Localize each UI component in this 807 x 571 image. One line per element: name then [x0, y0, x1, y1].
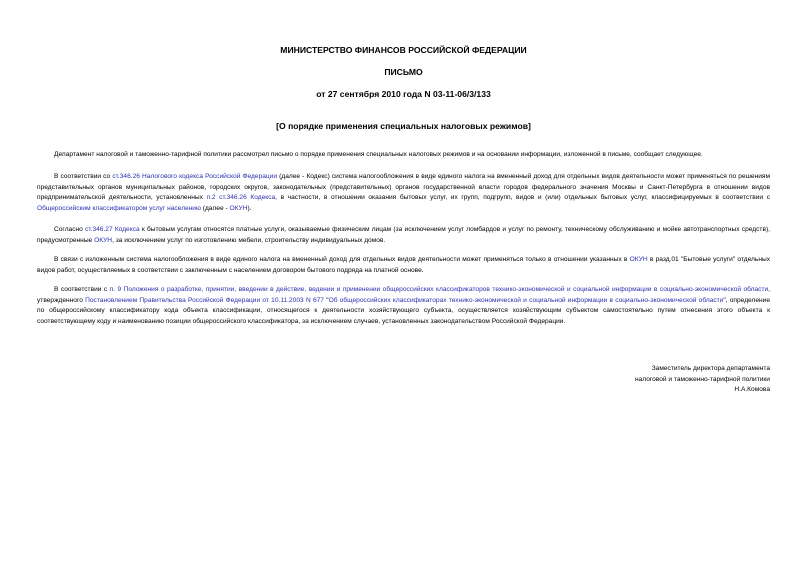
link-government-resolution-677[interactable]: Постановлением Правительства Российской Федерации от 10.11.2003 N 677 [85, 296, 324, 304]
paragraph-2-text: ). [247, 204, 252, 212]
paragraph-2-text: , в частности, в отношении оказания бытовых услуг, их групп, подгрупп, видов и (или) отдельных бытовых услуг, классифицируемых в соответствии с [275, 194, 770, 202]
link-article-346-26[interactable]: ст.346.26 Налогового кодекса Российской Федерации [112, 173, 278, 180]
signature-block [530, 364, 770, 396]
link-classifier-regulation[interactable]: п. 9 Положения о разработке, принятии, введении в действие, ведении и применении общероссийских классификаторов технико-экономической и социальной информации в социально-экономической области [109, 286, 769, 293]
paragraph-5-text: ", определение по общероссийскому классификатору кода объекта классификации, относящегося к деятельности хозяйствующего субъекта, осуществляется хозяйствующим субъектом самостоятельно путем отнесения этого объекта к соответствующему коду и наименованию позиции общероссийского классификатора, за исключением случаев, установленных законодательством Российской Федерации. [37, 296, 770, 325]
paragraph-4 [37, 255, 770, 276]
paragraph-2-text: (далее - Кодекс) система налогообложения в виде единого налога на вмененный доход для отдельных видов деятельности может применяться по решениям представительных органов муниципальных районов, городских округов, законодательных (представительных) органов государственной власти городов федерального значения Москвы и Санкт-Петербурга в отношении видов предпринимательской деятельности, установленных [37, 173, 770, 202]
paragraph-2 [37, 172, 770, 214]
paragraph-4-text: в разд.01 "Бытовые услуги" отдельных видов работ, осуществляемых в соответствии с заключенным с населением договором бытового подряда на платной основе. [37, 256, 771, 274]
paragraph-3 [37, 225, 770, 246]
paragraph-5-text: , утвержденного [37, 286, 771, 304]
link-article-346-27[interactable]: ст.346.27 Кодекса [85, 226, 140, 233]
paragraph-3-text: , за исключением услуг по изготовлению мебели, строительству индивидуальных домов. [112, 236, 386, 244]
document-subject: [О порядке применения специальных налоговых режимов] [276, 121, 531, 131]
paragraph-1-text: Департамент налоговой и таможенно-тарифной политики рассмотрел письмо о порядке применения специальных налоговых режимов и на основании информации, изложенной в письме, сообщает следующее. [54, 151, 703, 158]
document-date-number: от 27 сентября 2010 года N 03-11-06/3/133 [316, 89, 491, 99]
link-okun[interactable]: ОКУН [629, 256, 648, 263]
paragraph-4-text: В связи с изложенным система налогообложения в виде единого налога на вмененный доход для отдельных видов деятельности может применяться только в отношении указанных в [54, 256, 630, 263]
document-type: ПИСЬМО [384, 67, 423, 77]
link-okun[interactable]: ОКУН [94, 236, 113, 244]
paragraph-1 [37, 150, 770, 161]
document-page [37, 0, 770, 571]
paragraph-2-text: В соответствии со [54, 173, 113, 180]
link-okun[interactable]: ОКУН [229, 204, 248, 212]
link-classifiers-resolution-title[interactable]: Об общероссийских классификаторах технико-экономической и социальной информации в социально-экономической области [328, 296, 724, 304]
link-clause-2-article-346-26[interactable]: п.2 ст.346.26 Кодекса [206, 194, 276, 202]
paragraph-5-text: " [323, 296, 329, 304]
paragraph-2-text: (далее - [200, 204, 230, 212]
signature-department: налоговой и таможенно-тарифной политики [634, 375, 770, 383]
link-services-classifier[interactable]: Общероссийским классификатором услуг населению [37, 204, 201, 212]
signature-position: Заместитель директора департамента [651, 365, 770, 372]
paragraph-5-text: В соответствии с [54, 286, 110, 293]
ministry-heading: МИНИСТЕРСТВО ФИНАНСОВ РОССИЙСКОЙ ФЕДЕРАЦИИ [280, 45, 527, 55]
paragraph-5 [37, 285, 770, 327]
paragraph-3-text: Согласно [54, 226, 86, 233]
paragraph-3-text: к бытовым услугам относятся платные услуги, оказываемые физическим лицам (за исключением услуг ломбардов и услуг по ремонту, техническому обслуживанию и мойке автотранспортных средств), предусмотренные [37, 226, 770, 244]
signature-name: Н.А.Комова [734, 386, 770, 394]
